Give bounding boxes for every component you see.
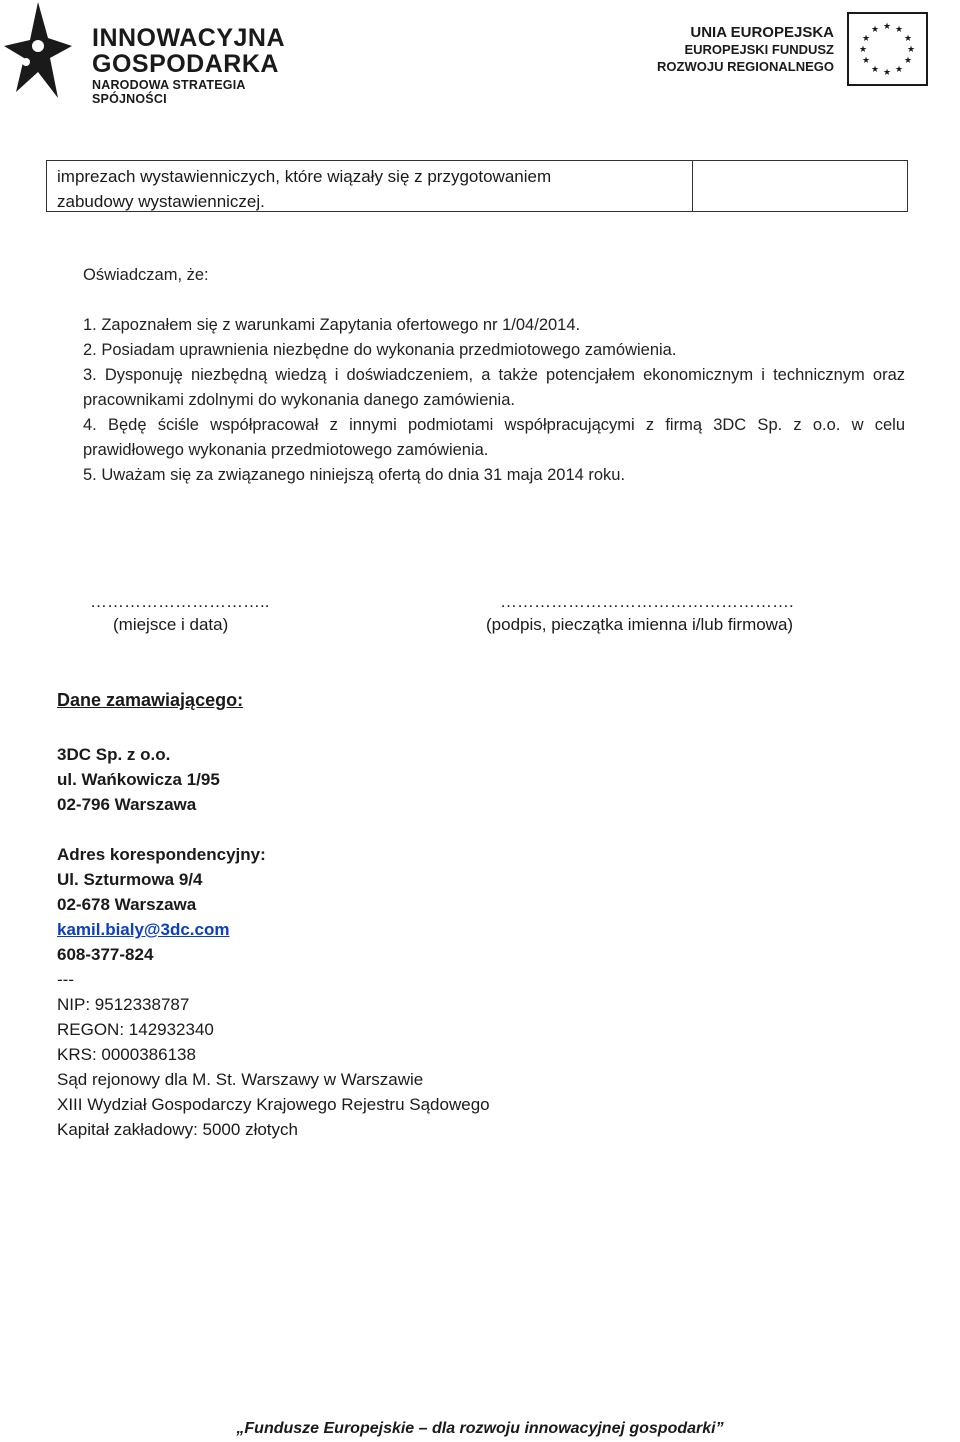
- svg-text:★: ★: [894, 25, 904, 35]
- declaration-intro: Oświadczam, że:: [83, 266, 209, 284]
- declaration-item-3: 3. Dysponuję niezbędną wiedzą i doświadczeniem, a także potencjałem ekonomicznym i technicznym oraz pracownikami zdolnymi do wykonania danego zamówienia.: [83, 366, 905, 409]
- innowacyjna-gospodarka-logo: [0, 0, 320, 106]
- svg-text:★: ★: [903, 56, 913, 66]
- eu-flag-icon: [847, 12, 928, 86]
- signature-label: (podpis, pieczątka imienna i/lub firmowa): [486, 615, 794, 634]
- table-cell-line-1: imprezach wystawienniczych, które wiązały się z przygotowaniem: [57, 167, 552, 186]
- place-date-dots: …………………………..: [90, 592, 270, 611]
- court-name: Sąd rejonowy dla M. St. Warszawy w Warszawie: [57, 1070, 424, 1089]
- declaration-item-4: 4. Będę ściśle współpracował z innymi podmiotami współpracującymi z firmą 3DC Sp. z o.o. w celu prawidłowego wykonania przedmiotowego zamówienia.: [83, 416, 905, 459]
- email-link[interactable]: kamil.bialy@3dc.com: [57, 920, 230, 939]
- table-cell-line-2: zabudowy wystawienniczej.: [57, 192, 265, 211]
- footer-slogan: „Fundusze Europejskie – dla rozwoju innowacyjnej gospodarki”: [236, 1420, 724, 1437]
- regon-number: REGON: 142932340: [57, 1020, 214, 1039]
- share-capital: Kapitał zakładowy: 5000 złotych: [57, 1120, 298, 1139]
- company-city: 02-796 Warszawa: [57, 795, 197, 814]
- logo-line-3: NARODOWA STRATEGIA SPÓJNOŚCI: [92, 78, 246, 106]
- logo-line-1: INNOWACYJNA: [92, 24, 286, 52]
- eu-logo-line-3: ROZWOJU REGIONALNEGO: [657, 59, 834, 74]
- correspondence-city: 02-678 Warszawa: [57, 895, 197, 914]
- separator: ---: [57, 970, 74, 989]
- correspondence-label: Adres korespondencyjny:: [57, 845, 266, 864]
- company-name: 3DC Sp. z o.o.: [57, 745, 171, 764]
- svg-text:★: ★: [882, 68, 892, 78]
- table-cell-description: [47, 161, 693, 211]
- declaration-item-1: 1. Zapoznałem się z warunkami Zapytania ofertowego nr 1/04/2014.: [83, 316, 581, 334]
- svg-text:★: ★: [903, 34, 913, 44]
- table-fragment: [46, 160, 908, 212]
- correspondence-street: Ul. Szturmowa 9/4: [57, 870, 203, 889]
- signature-dots: …………………………………………….: [500, 592, 794, 611]
- contractor-section-title: Dane zamawiającego:: [57, 690, 244, 710]
- declaration-item-2: 2. Posiadam uprawnienia niezbędne do wykonania przedmiotowego zamówienia.: [83, 341, 677, 359]
- company-street: ul. Wańkowicza 1/95: [57, 770, 220, 789]
- logo-line-2: GOSPODARKA: [92, 50, 279, 78]
- nip-number: NIP: 9512338787: [57, 995, 190, 1014]
- svg-text:★: ★: [906, 45, 916, 55]
- eu-logo-line-2: EUROPEJSKI FUNDUSZ: [684, 42, 834, 57]
- eu-logo: [640, 0, 960, 100]
- svg-text:★: ★: [861, 34, 871, 44]
- phone-number: 608-377-824: [57, 945, 154, 964]
- svg-text:★: ★: [894, 65, 904, 75]
- svg-text:★: ★: [858, 45, 868, 55]
- svg-text:★: ★: [882, 22, 892, 32]
- eu-logo-line-1: UNIA EUROPEJSKA: [690, 24, 834, 41]
- krs-number: KRS: 0000386138: [57, 1045, 196, 1064]
- innowacyjna-star-icon: [4, 2, 72, 98]
- place-date-label: (miejsce i data): [113, 615, 229, 634]
- svg-text:★: ★: [870, 25, 880, 35]
- svg-text:★: ★: [861, 56, 871, 66]
- svg-text:★: ★: [870, 65, 880, 75]
- declaration-item-5: 5. Uważam się za związanego niniejszą ofertą do dnia 31 maja 2014 roku.: [83, 466, 626, 484]
- court-department: XIII Wydział Gospodarczy Krajowego Rejestru Sądowego: [57, 1095, 490, 1114]
